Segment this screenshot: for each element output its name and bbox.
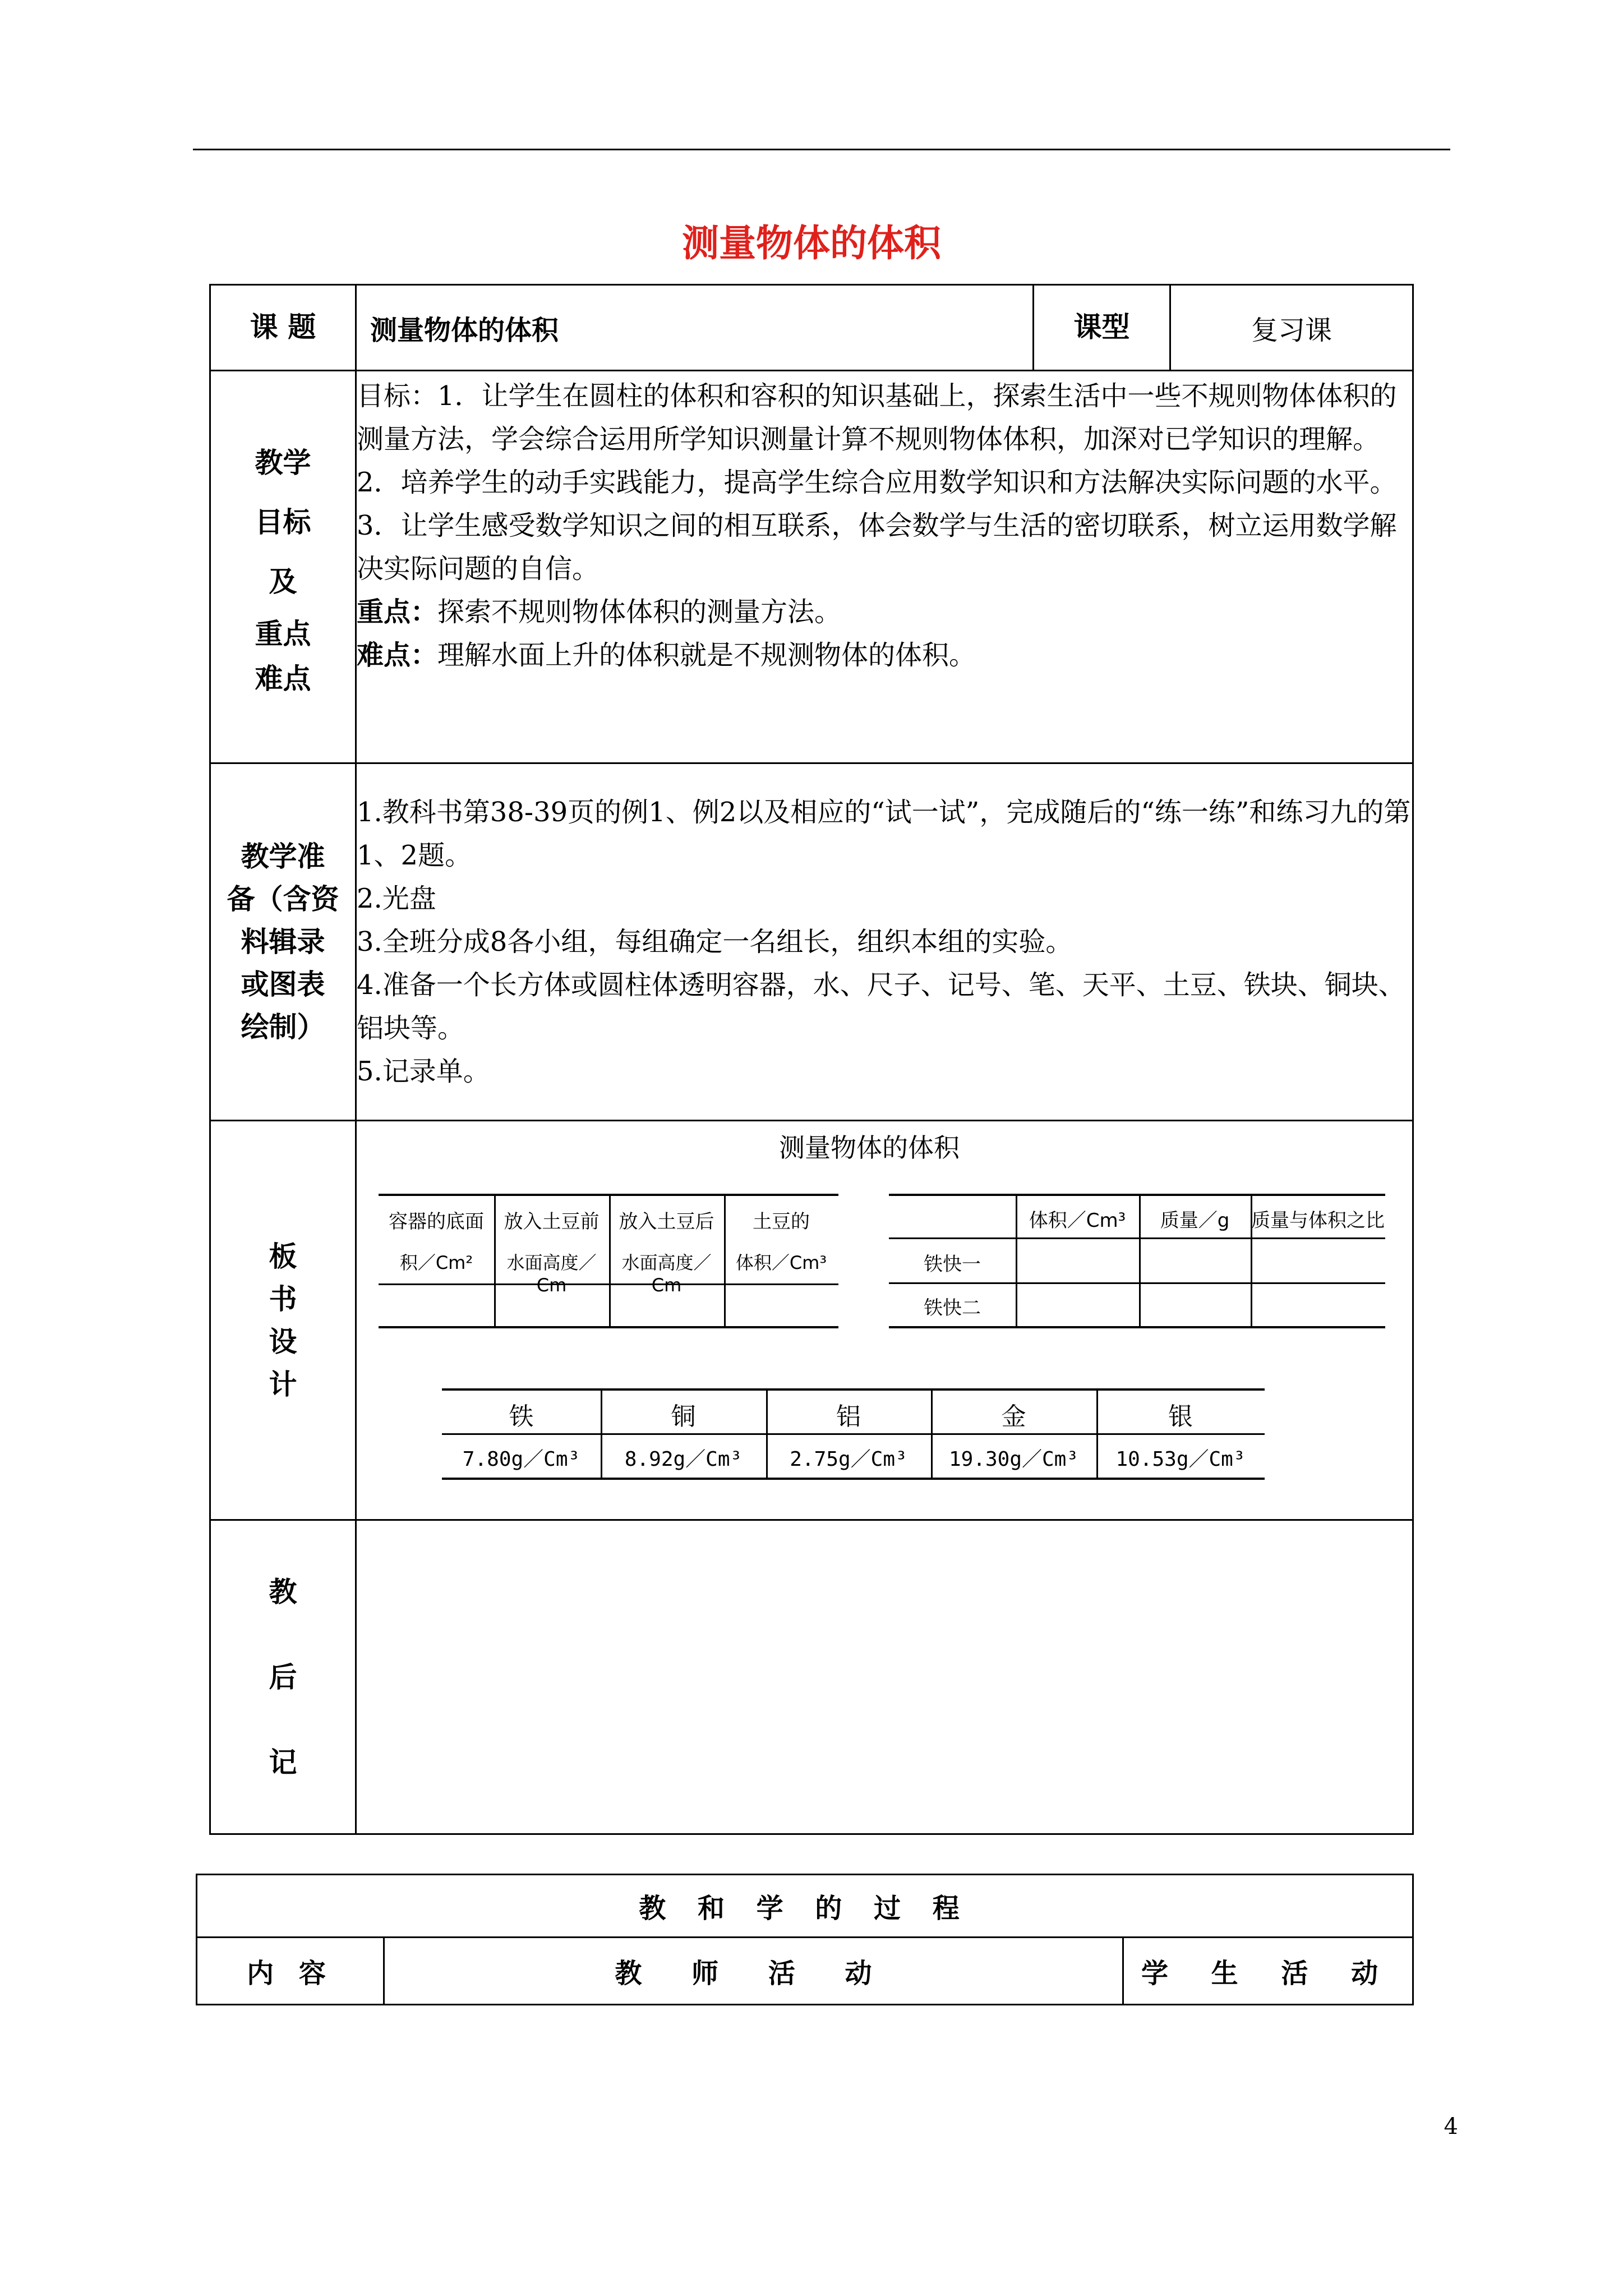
process-col-student: 学 生 活 动 [1123, 1938, 1413, 2005]
objectives-label-line: 目标 [255, 505, 311, 539]
board-label-line: 设 [269, 1325, 297, 1358]
potato-header-line2: 积／Cm² [399, 1252, 473, 1273]
iron-header: 质量与体积之比 [1251, 1209, 1385, 1232]
metal-name: 铁 [509, 1402, 534, 1431]
objective-paragraph: 2．培养学生的动手实践能力，提高学生综合应用数学知识和方法解决实际问题的水平。 [357, 467, 1397, 498]
board-label-line: 板 [269, 1240, 297, 1273]
preparation-label-line: 教学准 [241, 840, 325, 873]
potato-header-line2: 水面高度／Cm [506, 1252, 597, 1296]
potato-header-line1: 土豆的 [753, 1211, 810, 1233]
potato-header-line1: 容器的底面 [389, 1211, 484, 1233]
postscript-label-line: 后 [269, 1660, 297, 1694]
metal-density: 10.53g／Cm³ [1115, 1448, 1246, 1471]
iron-header: 体积／Cm³ [1029, 1209, 1126, 1232]
metal-name: 铝 [836, 1402, 861, 1431]
iron-row-label: 铁快一 [924, 1253, 981, 1276]
preparation-label-line: 或图表 [241, 968, 325, 1001]
header-rule [193, 149, 1450, 150]
key-point-text: 探索不规则物体体积的测量方法。 [437, 596, 842, 628]
postscript-content [356, 1520, 1413, 1834]
objectives-label-line: 教学 [255, 446, 311, 479]
metal-density: 19.30g／Cm³ [948, 1448, 1079, 1471]
board-table-potato [379, 1194, 838, 1328]
metal-name: 银 [1168, 1402, 1193, 1431]
board-table-iron [889, 1194, 1385, 1328]
difficulty-label: 难点： [357, 639, 438, 671]
difficulty-text: 理解水面上升的体积就是不规测物体的体积。 [437, 639, 976, 671]
process-col-teacher: 教 师 活 动 [384, 1938, 1123, 2005]
postscript-label [210, 1520, 356, 1834]
board-label [210, 1121, 356, 1520]
preparation-label-line: 绘制） [241, 1011, 325, 1043]
metal-name: 金 [1001, 1402, 1026, 1431]
metal-density: 8.92g／Cm³ [624, 1448, 743, 1471]
postscript-label-line: 教 [269, 1575, 297, 1608]
potato-header-line2: 体积／Cm³ [735, 1252, 827, 1273]
page-title: 测量物体的体积 [682, 222, 941, 265]
preparation-label [210, 763, 356, 1121]
preparation-content [356, 763, 1413, 1121]
objectives-label-line: 及 [269, 565, 297, 598]
difficulty-point [357, 634, 1412, 677]
preparation-item: 2.光盘 [357, 882, 436, 914]
metal-density: 2.75g／Cm³ [790, 1448, 907, 1471]
key-point [357, 591, 1412, 634]
board-title: 测量物体的体积 [779, 1133, 960, 1163]
type-value: 复习课 [1170, 285, 1413, 371]
iron-header: 质量／g [1160, 1209, 1230, 1232]
potato-header-line1: 放入土豆后 [619, 1211, 714, 1233]
metal-name: 铜 [671, 1402, 696, 1431]
preparation-label-line: 料辑录 [241, 926, 325, 958]
objectives-label-line: 难点 [255, 662, 311, 695]
topic-value: 测量物体的体积 [356, 285, 1034, 371]
lesson-plan-table [209, 284, 1414, 1835]
board-table-density [442, 1388, 1265, 1480]
key-point-label: 重点： [357, 596, 438, 628]
objective-paragraph: 3．让学生感受数学知识之间的相互联系，体会数学与生活的密切联系，树立运用数学解决实际问题的自信。 [357, 510, 1397, 585]
postscript-label-line: 记 [269, 1746, 297, 1779]
process-table [196, 1874, 1414, 2005]
objectives-label-line: 重点 [255, 617, 311, 650]
process-col-content: 内 容 [197, 1938, 384, 2005]
preparation-item: 5.记录单。 [357, 1055, 490, 1087]
process-title: 教 和 学 的 过 程 [197, 1875, 1413, 1938]
topic-label: 课 题 [210, 285, 356, 371]
objectives-label [210, 371, 356, 763]
objective-paragraph: 目标：1．让学生在圆柱的体积和容积的知识基础上，探索生活中一些不规则物体体积的测量方法，学会综合运用所学知识测量计算不规则物体体积，加深对已学知识的理解。 [357, 380, 1397, 455]
type-label: 课型 [1034, 285, 1170, 371]
objectives-content [356, 371, 1413, 763]
potato-header-line1: 放入土豆前 [504, 1211, 600, 1233]
board-label-line: 计 [269, 1368, 297, 1401]
metal-density: 7.80g／Cm³ [462, 1448, 580, 1471]
potato-header-line2: 水面高度／Cm [621, 1252, 712, 1296]
preparation-label-line: 备（含资 [227, 883, 339, 915]
preparation-item: 4.准备一个长方体或圆柱体透明容器，水、尺子、记号、笔、天平、土豆、铁块、铜块、铝块等。 [357, 969, 1405, 1044]
preparation-item: 3.全班分成8各小组，每组确定一名组长，组织本组的实验。 [357, 926, 1073, 958]
iron-row-label: 铁快二 [924, 1297, 981, 1319]
board-label-line: 书 [269, 1282, 297, 1315]
page-number: 4 [1444, 2114, 1458, 2139]
preparation-item: 1.教科书第38-39页的例1、例2以及相应的“试一试”，完成随后的“练一练”和练习九的第1、2题。 [357, 796, 1411, 871]
